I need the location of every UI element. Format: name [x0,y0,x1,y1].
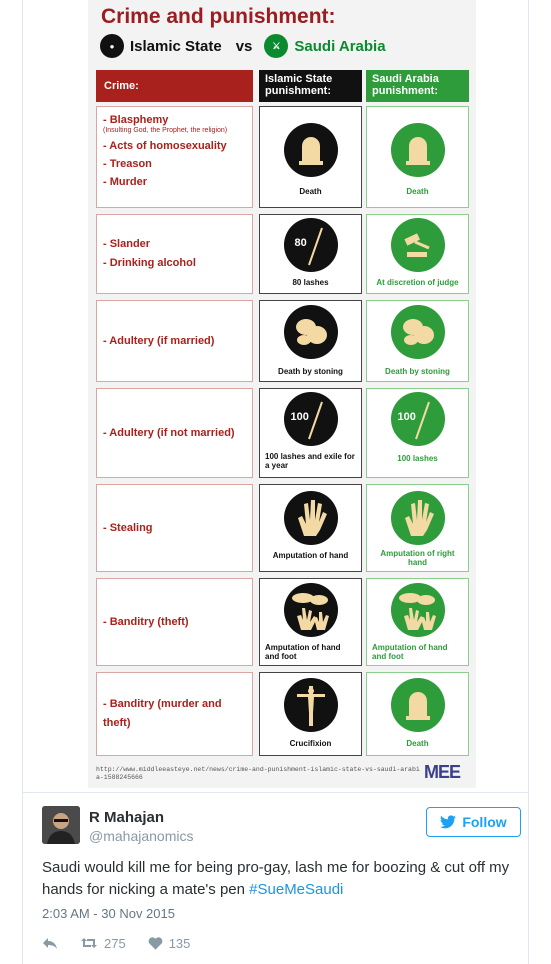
hand-foot-icon [391,583,445,637]
crime-cell-0 [96,106,253,208]
user-handle[interactable]: @mahajanomics [89,828,194,844]
side-a-label: Islamic State [130,37,222,55]
punishment-label: Death by stoning [278,367,343,376]
avatar[interactable] [42,806,80,844]
whip-icon [391,392,445,446]
lash-count: 100 [397,411,416,423]
is-cell-0 [259,106,362,208]
punishment-label: At discretion of judge [376,278,459,287]
tombstone-icon [284,123,338,177]
versus-row [100,34,386,58]
crime-cell-3 [96,388,253,478]
sa-cell-1 [366,214,469,294]
crime-note: (Insulting God, the Prophet, the religion) [103,127,228,134]
retweet-icon [80,936,98,950]
crime-cell-1 [96,214,253,294]
punishment-label: Amputation of hand and foot [265,643,341,661]
crime-label: - Stealing [103,521,153,534]
punishment-label: Death [406,187,429,196]
islamic-state-flag-icon: ● [100,34,124,58]
lash-count: 100 [290,411,309,423]
crime-label: - Banditry (theft) [103,615,189,628]
mee-logo: MEE [424,762,461,782]
follow-label: Follow [462,814,507,830]
crime-cell-2 [96,300,253,382]
sa-cell-0 [366,106,469,208]
punishment-label: Crucifixion [289,739,332,748]
crime-label: - Drinking alcohol [103,257,196,269]
display-name[interactable]: R Mahajan [89,809,165,826]
divider [22,792,529,793]
crime-label: - Blasphemy [103,114,169,126]
whip-icon [284,218,338,272]
sa-cell-2 [366,300,469,382]
tweet-timestamp[interactable]: 2:03 AM - 30 Nov 2015 [42,906,175,921]
reply-button[interactable] [42,936,58,950]
infographic-title: Crime and punishment: [101,5,336,28]
like-button[interactable] [148,936,191,951]
crime-cell-4 [96,484,253,572]
crime-label: - Murder [103,176,147,188]
crime-label: - Adultery (if not married) [103,426,235,439]
punishment-label: Amputation of hand [272,551,349,560]
lash-count: 80 [294,237,307,249]
punishment-label: Amputation of right hand [380,549,455,567]
crime-label: - Banditry (murder and theft) [103,698,222,729]
is-cell-3 [259,388,362,478]
is-cell-4 [259,484,362,572]
tweet-body: Saudi would kill me for being pro-gay, lash me for boozing & cut off my hands for nicking a mate's pen [42,859,510,898]
whip-icon [284,392,338,446]
sa-cell-5 [366,578,469,666]
crime-label: - Treason [103,158,152,170]
hand-foot-icon [284,583,338,637]
header-crime: Crime: [96,70,253,102]
tweet-text [42,857,522,901]
retweet-count: 275 [104,935,126,951]
like-count: 135 [168,935,191,951]
heart-icon [148,936,163,950]
sa-cell-4 [366,484,469,572]
stones-icon [391,305,445,359]
twitter-bird-icon [440,815,456,829]
tweet-actions [42,934,212,952]
follow-button[interactable] [426,807,521,837]
punishment-label: Amputation of hand and foot [372,643,448,661]
saudi-flag-icon: ⚔ [264,34,288,58]
crucifix-icon [284,678,338,732]
crime-cell-6 [96,672,253,756]
hashtag-link[interactable]: #SueMeSaudi [249,881,344,898]
punishment-label: Death by stoning [385,367,450,376]
crime-cell-5 [96,578,253,666]
punishment-label: 100 lashes and exile for a year [265,452,355,470]
vs-label: vs [235,37,253,55]
hand-icon [391,491,445,545]
is-cell-6 [259,672,362,756]
punishment-label: Death [299,187,322,196]
stones-icon [284,305,338,359]
crime-label: - Adultery (if married) [103,334,215,347]
punishment-label: Death [406,739,429,748]
crime-label: - Acts of homosexuality [103,140,227,152]
source-url: http://www.middleeasteye.net/news/crime-and-punishment-islamic-state-vs-saudi-arabia-1588245666 [96,766,420,781]
sa-cell-6 [366,672,469,756]
sa-cell-3 [366,388,469,478]
tombstone-icon [391,123,445,177]
retweet-button[interactable] [80,936,126,951]
tombstone-icon [391,678,445,732]
hand-icon [284,491,338,545]
punishment-label: 80 lashes [292,278,329,287]
punishment-label: 100 lashes [397,454,438,463]
is-cell-5 [259,578,362,666]
header-sa-punishment: Saudi Arabia punishment: [366,70,469,102]
header-is-punishment: Islamic State punishment: [259,70,362,102]
is-cell-2 [259,300,362,382]
reply-icon [42,936,58,950]
crime-label: - Slander [103,238,151,250]
is-cell-1 [259,214,362,294]
side-b-label: Saudi Arabia [294,37,386,55]
gavel-icon [391,218,445,272]
